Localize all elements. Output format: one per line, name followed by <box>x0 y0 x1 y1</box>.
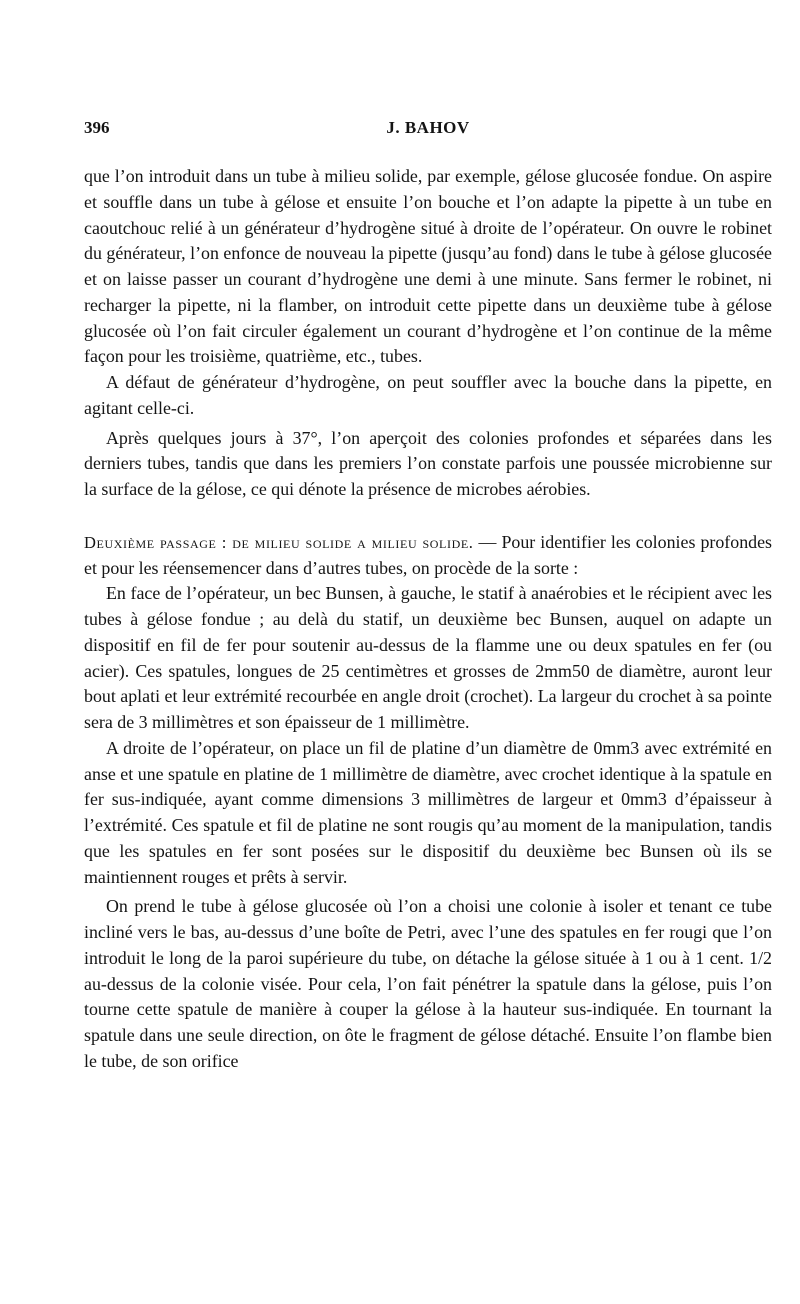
paragraph-1: que l’on introduit dans un tube à milieu solide, par exemple, gélose glucosée fondue. On aspire et souffle dans un tube à gélose et ensuite l’on bouche et l’on adapte la pipette à un tube en caoutchouc relié à un générateur d’hydrogène situé à droite de l’opérateur. On ouvre le robinet du générateur, l’on enfonce de nouveau la pipette (jusqu’au fond) dans le tube à gélose glucosée et on laisse passer un courant d’hydrogène une demi à une minute. Sans fermer le robinet, ni recharger la pipette, ni la flamber, on introduit cette pipette dans un deuxième tube à gélose glucosée où l’on fait circuler également un courant d’hydrogène et l’on continue de la même façon pour les troisième, quatrième, etc., tubes. <box>84 166 772 367</box>
body-text <box>84 164 772 1075</box>
paragraph-2: A défaut de générateur d’hydrogène, on peut souffler avec la bouche dans la pipette, en agitant celle-ci. <box>84 372 772 418</box>
section-paragraph <box>84 530 772 582</box>
running-head <box>84 118 772 144</box>
paragraph-5: En face de l’opérateur, un bec Bunsen, à gauche, le statif à anaérobies et le récipient avec les tubes à gélose fondue ; au delà du statif, un deuxième bec Bunsen, auquel on adapte un dispositif en fil de fer pour soutenir au-dessus de la flamme une ou deux spatules en fer (ou acier). Ces spatules, longues de 25 centimètres et grosses de 2mm50 de diamètre, auront leur bout aplati et leur extrémité recourbée en angle droit (crochet). La largeur du crochet à sa pointe sera de 3 millimètres et son épaisseur de 1 millimètre. <box>84 583 772 732</box>
section-intro-text: — Pour identifier les colonies profondes et pour les réensemencer dans d’autres tubes, on procède de la sorte : <box>84 531 772 578</box>
paragraph-7: On prend le tube à gélose glucosée où l’on a choisi une colonie à isoler et tenant ce tube incliné vers le bas, au-dessus d’une boîte de Petri, avec l’une des spatules en fer rougi que l’on introduit le long de la paroi supérieure du tube, on détache la gélose située à 1 ou à 1 cent. 1/2 au-dessus de la colonie visée. Pour cela, l’on fait pénétrer la spatule dans la gélose, puis l’on tourne cette spatule de manière à couper la gélose à la hauteur sus-indiquée. En tournant la spatule dans une seule direction, on ôte le fragment de gélose détaché. Ensuite l’on flambe bien le tube, de son orifice <box>84 896 772 1071</box>
paragraph-3: Après quelques jours à 37°, l’on aperçoit des colonies profondes et séparées dans les derniers tubes, tandis que dans les premiers l’on constate parfois une poussée microbienne sur la surface de la gélose, ce qui dénote la présence de microbes aérobies. <box>84 427 772 499</box>
running-title: J. BAHOV <box>386 118 470 137</box>
page-number: 396 <box>84 118 110 137</box>
paragraph-6: A droite de l’opérateur, on place un fil de platine d’un diamètre de 0mm3 avec extrémité en anse et une spatule en platine de 1 millimètre de diamètre, avec crochet identique à la spatule en fer sus-indiquée, ayant comme dimensions 3 millimètres de largeur et 0mm3 d’épaisseur à l’extrémité. Ces spatule et fil de platine ne sont rougis qu’au moment de la manipulation, tandis que les spatules en fer sont posées sur le dispositif du deuxième bec Bunsen où ils se maintiennent rouges et prêts à servir. <box>84 737 772 887</box>
section-heading: Deuxième passage : de milieu solide a milieu solide. <box>84 532 474 552</box>
